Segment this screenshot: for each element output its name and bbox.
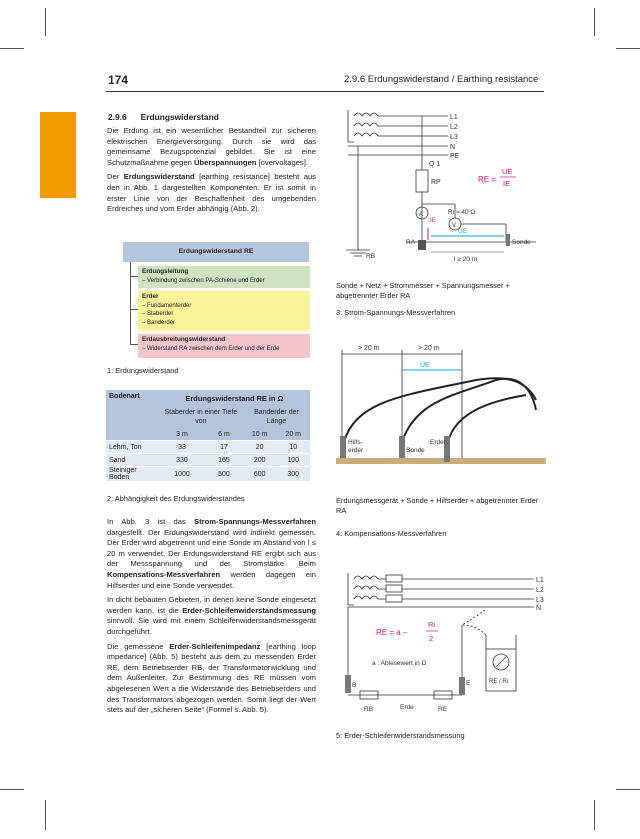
- label-l3: L3: [536, 597, 544, 604]
- table-header-band: Banderder der Länge: [254, 409, 299, 425]
- crop-mark: [616, 48, 640, 49]
- formula-num: UE: [502, 167, 513, 176]
- crop-mark: [594, 800, 595, 830]
- crop-mark: [0, 789, 24, 790]
- earth-electrode: [418, 240, 426, 250]
- crop-mark: [594, 8, 595, 36]
- auxiliary-electrode: [340, 436, 346, 458]
- table-header-soil: Bodenart: [109, 393, 140, 400]
- table-header-group: Erdungswiderstand RE in Ω: [185, 393, 284, 403]
- earth-electrode: [459, 677, 465, 695]
- ground-surface: [336, 458, 546, 464]
- label-ri: Ri ≈ 40 Ω: [448, 209, 476, 216]
- diagram-box-erder: Erder – Fundamenterder – Staberder – Banderder: [138, 291, 310, 331]
- section-title: Erdungswiderstand: [140, 112, 219, 122]
- formula-lhs: RE = a –: [376, 628, 408, 637]
- crop-mark: [45, 8, 46, 36]
- caption-fig3-desc: Sonde + Netz + Strommesser + Spannungsmesser + abgetrennter Erder RA: [336, 281, 510, 300]
- crop-mark: [616, 789, 640, 790]
- table-row: Steiniger Boden 1000 500 600 300: [106, 467, 310, 482]
- crop-mark: [0, 48, 24, 49]
- label-n: N: [450, 144, 456, 151]
- label-erder2: Erder: [430, 439, 446, 446]
- table-row: Sand 330 165 200 100: [106, 454, 310, 467]
- caption-fig4: 4: Kompensations-Messverfahren: [336, 529, 447, 538]
- label-l1: L1: [450, 114, 458, 121]
- label-e: E: [466, 680, 471, 687]
- paragraph-5: Die gemessene Erder-Schleifenimpedanz [earthing loop impedance] (Abb. 5) besteht aus dem zu messenden Erder RE, dem Betriebserder RB, der Transformatorwicklung und dem Außenleiter. Zur Bestimmung des RE müssen vom abgelesenen Wert a die Widerstände des Betriebserders und des Transformators abgezogen werden. Somit liegt der Wert stets auf der „sicheren Seite“ (Formel s. Abb. 5).: [107, 641, 316, 715]
- label-ue: UE: [458, 228, 468, 235]
- diagram-connector: [130, 344, 138, 345]
- label-rb: RB: [366, 253, 376, 260]
- diagram-connector: [130, 262, 131, 344]
- table-unit: 3 m: [176, 430, 188, 438]
- sonde-electrode: [399, 436, 405, 458]
- label-erde: Erde: [400, 704, 414, 711]
- label-n: N: [536, 605, 542, 612]
- header-rule: [106, 91, 544, 92]
- crop-mark: [45, 800, 46, 830]
- caption-fig4-desc: Erdungsmessgerät + Sonde + Hilfserder + abgetrennter Erder RA: [336, 496, 539, 515]
- chapter-tab: [40, 112, 76, 198]
- paragraph-1: Die Erdung ist ein wesentlicher Bestandteil zur sicheren elektrischen Energieversorgung. Durch sie wird das gemeinsame Bezugspotenzial gebildet. Sie ist eine Schutzmaßnahme gegen Überspannungen [overvoltages].: [107, 126, 316, 167]
- caption-fig2: 2: Abhängigkeit des Erdungswiderstandes: [107, 494, 245, 503]
- page-number: 174: [108, 73, 129, 87]
- paragraph-3: In Abb. 3 ist das Strom-Spannungs-Messverfahren dargestellt. Der Erdungswiderstand wird indirekt gemessen. Der Erder wird abgetrennt und eine Sonde im Abstand von l ≤ 20 m verwendet. Der Erdungswiderstand RE ergibt sich aus der Messspannung und der Stromstärke. Beim Kompensations-Messverfahren werden dagegen ein Hilfserder und eine Sonde verwendet.: [107, 517, 316, 590]
- label-sonde: Sonde: [512, 239, 531, 246]
- sonde-rod: [506, 234, 510, 246]
- label-v: V: [452, 223, 457, 229]
- label-l1: L1: [536, 577, 544, 584]
- figure-5-loop: [336, 565, 546, 725]
- label-q1: Q 1: [429, 161, 441, 168]
- table-unit: 6 m: [218, 430, 230, 438]
- label-distance-1: > 20 m: [358, 345, 380, 352]
- label-l3: L3: [450, 134, 458, 141]
- caption-fig3: 3: Strom-Spannungs-Messverfahren: [336, 308, 456, 317]
- body-text: [107, 517, 316, 720]
- label-ra: RA: [406, 239, 416, 246]
- formula-lhs: RE =: [478, 175, 497, 184]
- diagram-box-erdausbreitung: Erdausbreitungswiderstand – Widerstand RA zwischen dem Erder und der Erde: [138, 334, 310, 358]
- table-row: Lehm, Ton 33 17 20 10: [106, 441, 310, 454]
- caption-fig1: 1: Erdungswiderstand: [107, 366, 179, 375]
- label-pe: PE: [450, 153, 460, 160]
- label-hilfs: Hilfs-: [348, 439, 363, 446]
- label-a: A: [419, 212, 424, 218]
- soil-resistance-table: [106, 390, 310, 481]
- paragraph-4: In dicht bebauten Gebieten, in denen keine Sonde eingesetzt werden kann, ist die Erder-Schleifenwiderstandsmessung sinnvoll. Sie wird mit einem Schleifenwiderstandsmessgerät durchgeführt.: [107, 595, 316, 636]
- label-ue: UE: [420, 362, 430, 369]
- table-unit: 20 m: [285, 430, 301, 438]
- label-rp: RP: [431, 179, 441, 186]
- label-l2: L2: [536, 587, 544, 594]
- label-l2: L2: [450, 124, 458, 131]
- meter-label: RE / Ri: [489, 679, 509, 685]
- section-heading: [108, 112, 233, 122]
- diagram-connector: [130, 309, 138, 310]
- label-ie: IE: [430, 217, 437, 224]
- operating-electrode: [345, 675, 351, 693]
- caption-fig5: 5: Erder-Schleifenwiderstandsmessung: [336, 731, 465, 740]
- figure-4-compensation: [336, 340, 546, 490]
- label-erder: erder: [348, 447, 364, 454]
- formula-den: IE: [503, 179, 511, 188]
- label-distance-2: > 20 m: [418, 345, 440, 352]
- label-rb: RB: [364, 706, 374, 713]
- section-number: 2.9.6: [108, 112, 127, 122]
- running-head: 2.9.6 Erdungswiderstand / Earthing resistance: [344, 74, 539, 85]
- label-distance: l ≥ 20 m: [454, 256, 478, 263]
- table-header-rod: Staberder in einer Tiefe von: [164, 409, 238, 425]
- label-re: RE: [438, 706, 448, 713]
- label-note: a : Ablesewert in Ω: [372, 660, 427, 667]
- formula-den: 2: [429, 634, 434, 643]
- intro-text: [107, 126, 316, 219]
- diagram-title: Erdungswiderstand RE: [123, 242, 309, 262]
- label-sonde: Sonde: [406, 447, 425, 454]
- diagram-box-erdungsleitung: Erdungsleitung – Verbindung zwischen PA-Schiene und Erder: [138, 266, 310, 288]
- figure-3-circuit: [336, 100, 546, 280]
- formula-num: Ri: [428, 620, 436, 629]
- diagram-connector: [130, 276, 138, 277]
- label-b: B: [352, 682, 357, 689]
- table-unit: 10 m: [251, 430, 268, 438]
- paragraph-2: Der Erdungswiderstand [earthing resistance] besteht aus den in Abb. 1 dargestellten Komponenten. Er ist somit in erster Linie von der Beschaffenheit des umgebenden Erdreiches und vom Erder abhängig (Abb. 2).: [107, 172, 316, 214]
